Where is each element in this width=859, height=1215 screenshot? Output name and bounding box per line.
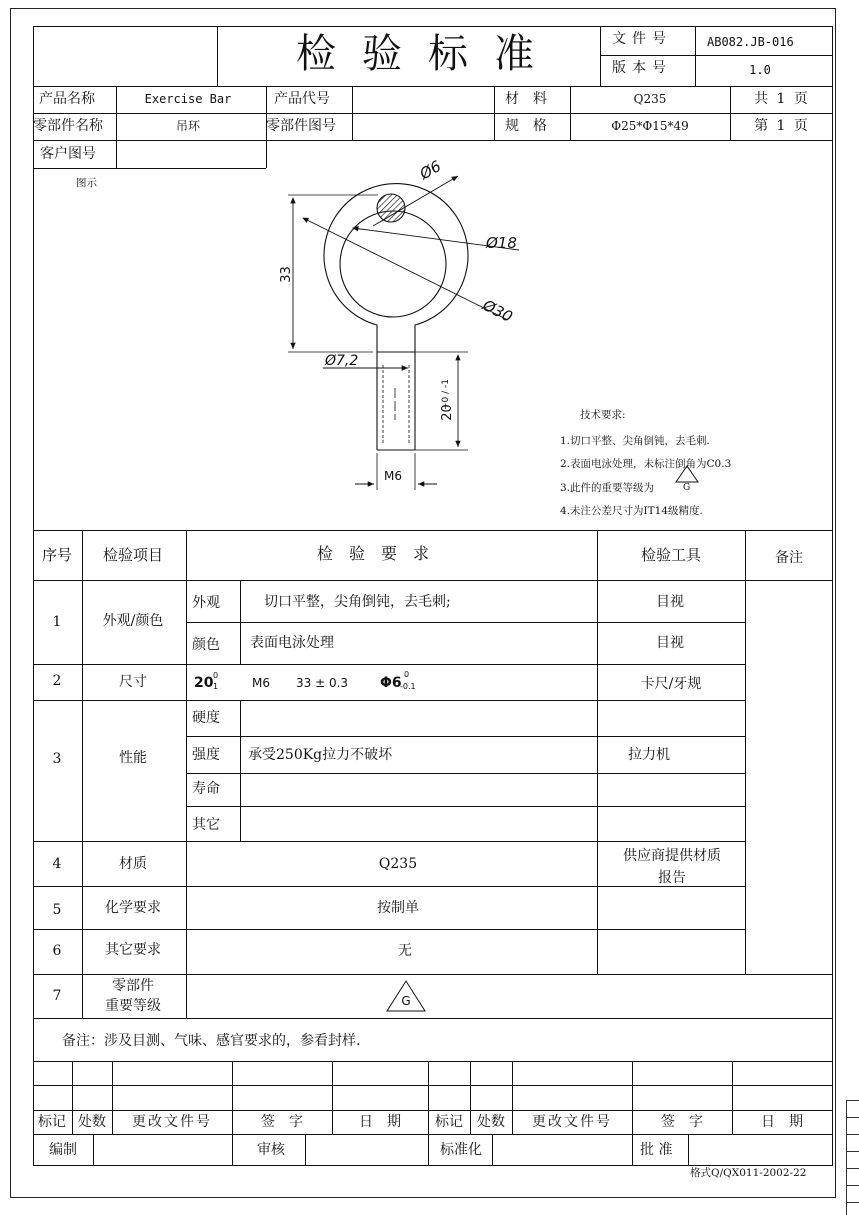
footer-form-number: 格式Q/QX011-2002-22 xyxy=(690,1167,807,1179)
version-label: 版本号 xyxy=(612,60,672,76)
footer-date-left: 日 期 xyxy=(359,1114,401,1130)
technical-drawing xyxy=(33,140,833,530)
footer-review: 审核 xyxy=(257,1142,285,1158)
product-name-label: 产品名称 xyxy=(39,91,95,107)
dim-diameter-6: Ø6 xyxy=(416,156,445,184)
tech-requirement-1: 1.切口平整、尖角倒钝，去毛刺. xyxy=(560,435,710,447)
product-code-label: 产品代号 xyxy=(274,91,330,107)
row3-item: 性能 xyxy=(119,750,147,766)
row6-requirement: 无 xyxy=(398,943,412,959)
row1-requirement-color: 表面电泳处理 xyxy=(250,635,334,651)
footer-compile: 编制 xyxy=(49,1142,77,1158)
row3-requirement-strength: 承受250Kg拉力不破坏 xyxy=(248,747,393,763)
tech-requirements-title: 技术要求: xyxy=(580,409,626,421)
row7-no: 7 xyxy=(52,988,62,1004)
row3-no: 3 xyxy=(52,751,62,767)
spec-label: 规 格 xyxy=(505,118,547,134)
row3-tool-strength: 拉力机 xyxy=(628,747,670,763)
footer-change-doc-right: 更改文件号 xyxy=(532,1114,612,1130)
customer-drawing-label: 客户图号 xyxy=(40,146,96,162)
dim-length-20-tolerance: +0 / -1 xyxy=(441,379,451,410)
footer-sign-right: 签 字 xyxy=(661,1114,703,1130)
dim-diameter-30: Ø30 xyxy=(479,296,516,327)
dim-length-20: 20 xyxy=(439,404,455,421)
dim-diameter-18: Ø18 xyxy=(486,234,517,252)
row4-requirement: Q235 xyxy=(378,856,418,872)
row1-sub-appearance: 外观 xyxy=(192,595,220,611)
row1-tool-color: 目视 xyxy=(656,635,684,651)
row1-tool-appearance: 目视 xyxy=(656,594,684,610)
tech-requirement-3: 3.此件的重要等级为 xyxy=(560,482,655,494)
spec: Φ25*Φ15*49 xyxy=(611,119,689,133)
row2-tool: 卡尺/牙规 xyxy=(640,676,702,692)
row4-tool: 供应商提供材质报告 xyxy=(623,848,721,886)
remark-text: 备注：涉及目测、气味、感官要求的，参看封样. xyxy=(62,1033,361,1049)
row7-item-line1: 零部件 xyxy=(112,978,154,994)
row5-requirement: 按制单 xyxy=(377,900,419,916)
version: 1.0 xyxy=(749,63,771,77)
col-header-tool: 检验工具 xyxy=(640,546,702,564)
row3-sub-hardness: 硬度 xyxy=(192,710,220,726)
tech-requirement-2: 2.表面电泳处理，未标注倒角为C0.3 xyxy=(560,458,732,470)
part-name: 吊环 xyxy=(175,119,201,133)
grade-symbol: G xyxy=(683,483,691,493)
footer-count-right: 处数 xyxy=(477,1114,505,1130)
row4-no: 4 xyxy=(52,856,62,872)
row2-dim-33: 33 ± 0.3 xyxy=(296,676,349,690)
row2-item: 尺寸 xyxy=(119,674,147,690)
dim-height-33: 33 xyxy=(278,266,294,283)
footer-date-right: 日 期 xyxy=(761,1114,803,1130)
row3-sub-other: 其它 xyxy=(192,817,220,833)
row1-no: 1 xyxy=(52,614,62,630)
row5-no: 5 xyxy=(52,902,62,918)
footer-mark-left: 标记 xyxy=(38,1114,66,1130)
page-no: 第 1 页 xyxy=(754,118,810,134)
tech-requirement-4: 4.未注公差尺寸为IT14级精度. xyxy=(560,505,703,517)
col-header-requirement: 检 验 要 求 xyxy=(316,544,430,563)
row7-item-line2: 重要等级 xyxy=(105,998,161,1014)
row6-no: 6 xyxy=(52,943,62,959)
edge-fragment xyxy=(846,1100,859,1215)
footer-count-left: 处数 xyxy=(78,1114,106,1130)
material-label: 材 料 xyxy=(505,91,547,107)
footer-change-doc-left: 更改文件号 xyxy=(132,1114,212,1130)
row2-dim-20-tol-lower: 1 xyxy=(213,682,219,691)
row7-grade-letter: G xyxy=(401,994,411,1008)
row5-item: 化学要求 xyxy=(105,900,161,916)
row6-item: 其它要求 xyxy=(105,942,161,958)
row2-no: 2 xyxy=(52,673,62,689)
col-header-no: 序号 xyxy=(41,546,73,564)
row1-sub-color: 颜色 xyxy=(192,637,220,653)
row4-item: 材质 xyxy=(119,856,147,872)
col-header-note: 备注 xyxy=(775,550,803,566)
part-name-label: 零部件名称 xyxy=(33,118,103,134)
row2-dim-m6: M6 xyxy=(252,676,270,690)
dim-thread-m6: M6 xyxy=(384,469,402,483)
footer-sign-left: 签 字 xyxy=(261,1114,303,1130)
row2-dim-6-tol-upper: 0 xyxy=(404,670,410,679)
doc-no-label: 文件号 xyxy=(612,31,672,47)
row2-dim-20-tol-upper: 0 xyxy=(213,671,219,680)
drawing-caption: 图示 xyxy=(76,177,97,189)
footer-standardize: 标准化 xyxy=(440,1142,482,1158)
document-title: 检验标准 xyxy=(296,31,560,77)
product-name: Exercise Bar xyxy=(144,92,232,106)
row2-dim-6-tol-lower: -0.1 xyxy=(400,682,416,691)
col-header-item: 检验项目 xyxy=(102,546,164,564)
footer-approve: 批 准 xyxy=(640,1142,673,1158)
material: Q235 xyxy=(633,92,667,106)
part-drawing-label: 零部件图号 xyxy=(266,118,336,134)
row2-dim-20: 20 xyxy=(194,675,214,691)
footer-mark-right: 标记 xyxy=(435,1114,463,1130)
total-pages: 共 1 页 xyxy=(754,91,810,107)
row3-sub-lifetime: 寿命 xyxy=(192,781,220,797)
row2-dim-6: Φ6 xyxy=(380,675,402,691)
row1-requirement-appearance: 切口平整，尖角倒钝，去毛刺; xyxy=(264,594,451,610)
row1-item: 外观/颜色 xyxy=(102,613,164,629)
doc-no: AB082.JB-016 xyxy=(707,35,794,49)
dim-shank-diameter: Ø7,2 xyxy=(325,353,359,369)
row3-sub-strength: 强度 xyxy=(192,747,220,763)
